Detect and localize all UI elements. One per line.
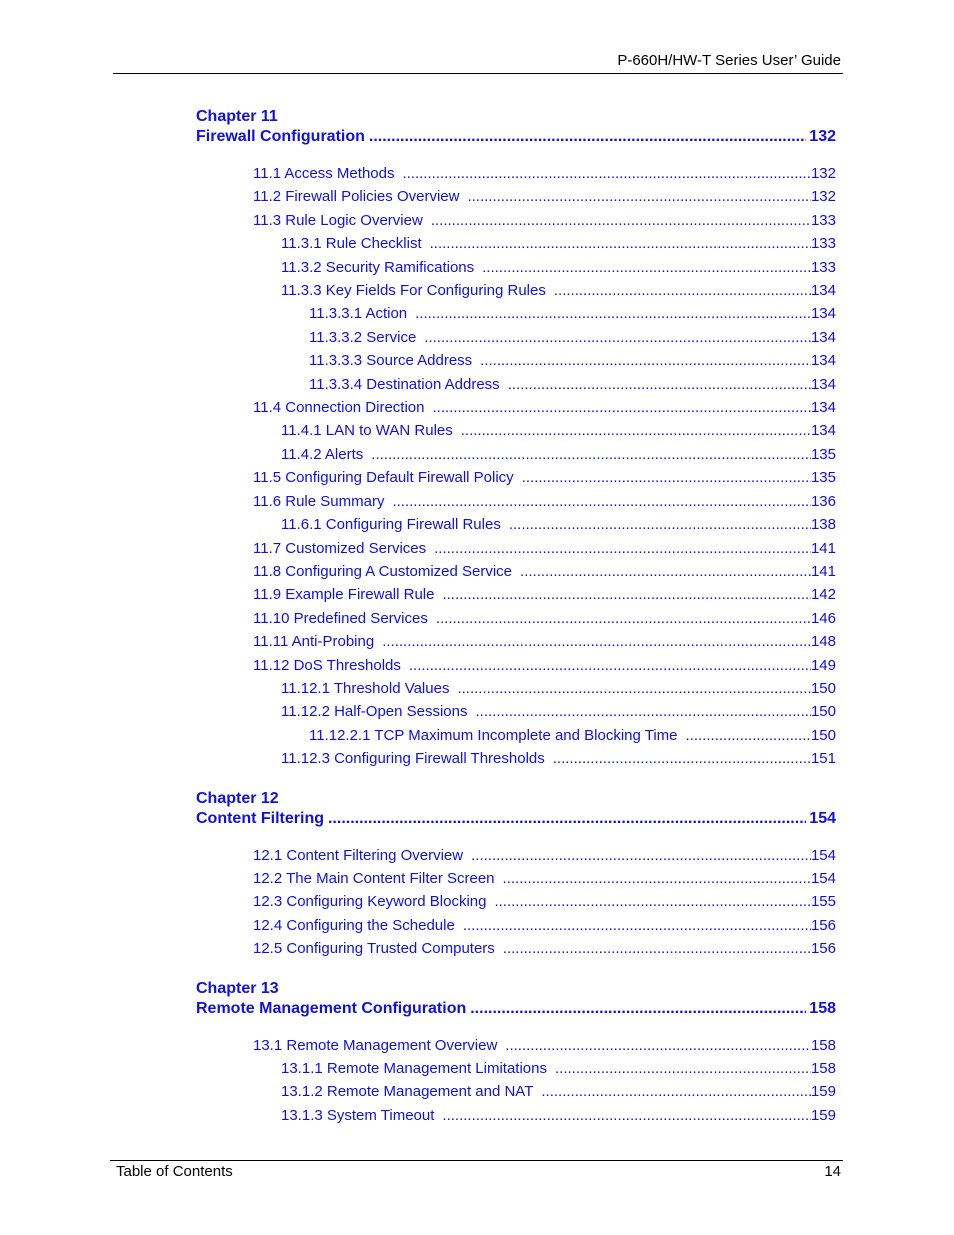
toc-entry-page: 159 [810,1083,836,1101]
toc-entry-title: 11.3.3.2 Service [309,328,417,346]
toc-entry-title: 12.4 Configuring the Schedule [253,916,455,934]
toc-entry-title: 11.4.2 Alerts [281,445,364,463]
toc-entry[interactable] [309,302,836,325]
toc-entry[interactable] [281,700,836,723]
toc-entry[interactable] [253,209,836,232]
toc-entry-title: 11.4 Connection Direction [253,399,425,417]
toc-entry-title: 11.1 Access Methods [253,165,395,182]
toc-entry[interactable] [281,747,836,770]
toc-entry-page: 154 [810,869,836,887]
toc-entry[interactable] [253,630,836,653]
toc-entry-title: 12.2 The Main Content Filter Screen [253,869,495,887]
toc-entry-page: 155 [810,893,836,911]
chapter-title-link[interactable] [196,808,836,829]
toc-entry[interactable] [309,349,836,372]
toc-entry-title: 11.2 Firewall Policies Overview [253,188,460,206]
toc-entry[interactable] [253,490,836,513]
dot-leader [382,630,811,653]
toc-entry-page: 135 [810,445,836,463]
toc-entry-page: 146 [810,609,836,627]
toc-entry-page: 135 [810,469,836,487]
toc-entry[interactable] [253,607,836,630]
dot-leader [457,677,811,700]
toc-entry-page: 156 [810,940,836,958]
chapter-label[interactable]: Chapter 12 [196,789,279,807]
dot-leader [328,808,806,829]
toc-entry-page: 150 [810,726,836,744]
dot-leader [508,373,811,396]
toc-entry-title: 12.1 Content Filtering Overview [253,846,464,864]
toc-entry[interactable] [309,724,836,747]
toc-entry[interactable] [253,466,836,489]
toc-entry-page: 133 [810,235,836,253]
dot-leader [509,513,811,536]
dot-leader [442,583,811,606]
toc-entry[interactable] [281,256,836,279]
toc-entry-title: 11.12.3 Configuring Firewall Thresholds [281,750,545,768]
toc-entry-page: 134 [810,328,836,346]
toc-entry[interactable] [253,396,836,419]
toc-entry-page: 134 [810,305,836,323]
toc-entry-page: 149 [810,656,836,674]
toc-entry-page: 138 [810,516,836,534]
toc-entry-page: 142 [810,586,836,604]
dot-leader [431,209,811,232]
toc-entry[interactable] [253,654,836,677]
toc-entry-page: 141 [810,539,836,557]
dot-leader [461,419,811,442]
toc-entry-page: 133 [810,211,836,229]
dot-leader [371,443,811,466]
toc-entry[interactable] [253,185,836,208]
chapter-title: Remote Management Configuration [196,999,467,1017]
toc-entry[interactable] [253,844,836,867]
toc-entry[interactable] [253,937,836,960]
toc-entry-page: 134 [810,352,836,370]
toc-entry-page: 150 [810,679,836,697]
toc-entry-title: 11.7 Customized Services [253,539,427,557]
toc-entry-title: 11.5 Configuring Default Firewall Policy [253,469,514,487]
dot-leader [463,914,811,937]
toc-entry-title: 11.12.2.1 TCP Maximum Incomplete and Blocking Time [309,726,678,744]
chapter-title-link[interactable] [196,126,836,147]
dot-leader [470,998,806,1019]
toc-entry-page: 150 [810,703,836,721]
toc-entry-title: 11.3.3.4 Destination Address [309,375,500,393]
toc-entry[interactable] [309,373,836,396]
toc-entry[interactable] [253,537,836,560]
chapter-title: Firewall Configuration [196,128,365,145]
toc-entry-title: 12.5 Configuring Trusted Computers [253,940,495,958]
chapter-page-number: 158 [809,999,836,1017]
dot-leader [415,302,811,325]
toc-entry-title: 13.1.3 System Timeout [281,1106,435,1124]
dot-leader [554,279,811,302]
toc-entry-title: 11.3 Rule Logic Overview [253,211,423,229]
toc-entry-title: 11.10 Predefined Services [253,609,428,627]
footer-section: Table of Contents [116,1163,233,1180]
document-title: P-660H/HW-T Series User’ Guide [617,52,841,69]
toc-entry[interactable] [281,513,836,536]
dot-leader [433,396,811,419]
chapter-block [196,789,836,961]
dot-leader [480,349,811,372]
chapter-title: Content Filtering [196,809,324,827]
toc-entry-title: 13.1.2 Remote Management and NAT [281,1083,534,1101]
toc-entry-title: 11.12.2 Half-Open Sessions [281,703,468,721]
toc-entry-page: 132 [810,188,836,206]
dot-leader [503,867,811,890]
toc-entry[interactable] [253,583,836,606]
toc-entry-title: 11.11 Anti-Probing [253,633,375,651]
toc-entry[interactable] [281,232,836,255]
toc-entry[interactable] [281,1057,836,1080]
dot-leader [476,700,811,723]
toc-entry[interactable] [253,914,836,937]
dot-leader [494,890,811,913]
toc-entry-page: 136 [810,492,836,510]
dot-leader [520,560,811,583]
chapter-label[interactable]: Chapter 11 [196,108,278,125]
chapter-block [196,107,836,771]
toc-entry-page: 158 [810,1060,836,1077]
dot-leader [503,937,811,960]
chapter-title-link[interactable] [196,998,836,1019]
dot-leader [686,724,811,747]
toc-entry-title: 11.3.3.3 Source Address [309,352,473,370]
toc-entry[interactable] [281,1080,836,1103]
toc-entry[interactable] [309,326,836,349]
toc-entry-page: 134 [810,399,836,417]
footer-page-number: 14 [824,1163,841,1180]
toc-entry-title: 13.1.1 Remote Management Limitations [281,1060,547,1077]
toc-entry[interactable] [281,1104,836,1127]
dot-leader [555,1057,811,1080]
toc-entry-title: 11.9 Example Firewall Rule [253,586,435,604]
toc-entry-page: 156 [810,916,836,934]
dot-leader [553,747,811,770]
dot-leader [392,490,811,513]
toc-entry-title: 12.3 Configuring Keyword Blocking [253,893,487,911]
toc-entry-page: 134 [810,375,836,393]
toc-entry-page: 158 [810,1036,836,1054]
toc-entry[interactable] [281,677,836,700]
toc-entry-page: 141 [810,562,836,580]
toc-entry-title: 11.3.1 Rule Checklist [281,235,422,253]
toc-entry[interactable] [253,162,836,185]
toc-entry-title: 11.3.2 Security Ramifications [281,258,475,276]
dot-leader [424,326,811,349]
chapter-page-number: 154 [809,809,836,827]
toc-entry-title: 13.1 Remote Management Overview [253,1036,498,1054]
toc-entry[interactable] [281,419,836,442]
dot-leader [436,607,811,630]
dot-leader [471,844,811,867]
toc-entry[interactable] [253,867,836,890]
toc-entry[interactable] [253,890,836,913]
toc-entry[interactable] [253,1034,836,1057]
chapter-block [196,979,836,1128]
toc-entry-page: 133 [810,258,836,276]
dot-leader [541,1080,811,1103]
toc-entry-title: 11.8 Configuring A Customized Service [253,562,513,580]
toc-entry-page: 154 [810,846,836,864]
dot-leader [430,232,811,255]
toc-entry[interactable] [281,443,836,466]
dot-leader [482,256,811,279]
toc-entry-page: 134 [810,422,836,440]
toc-entry-title: 11.12.1 Threshold Values [281,679,450,697]
toc-entry[interactable] [253,560,836,583]
toc-entry-page: 132 [810,165,836,182]
toc-entry-title: 11.12 DoS Thresholds [253,656,401,674]
dot-leader [434,537,811,560]
dot-leader [409,654,811,677]
chapter-page-number: 132 [809,128,836,145]
dot-leader [442,1104,811,1127]
toc-entry-title: 11.4.1 LAN to WAN Rules [281,422,453,440]
toc-entry[interactable] [281,279,836,302]
dot-leader [402,162,811,185]
toc-entry-title: 11.6 Rule Summary [253,492,385,510]
toc-entry-page: 159 [810,1106,836,1124]
toc-entry-page: 148 [810,633,836,651]
toc-entry-page: 134 [810,282,836,300]
page-footer [110,1160,843,1185]
page-header [113,50,843,74]
toc-entry-title: 11.3.3 Key Fields For Configuring Rules [281,282,546,300]
dot-leader [505,1034,811,1057]
chapter-label[interactable]: Chapter 13 [196,979,279,997]
dot-leader [467,185,811,208]
table-of-contents [196,107,836,1145]
toc-entry-title: 11.6.1 Configuring Firewall Rules [281,516,501,534]
dot-leader [369,126,806,147]
toc-entry-page: 151 [810,750,836,768]
toc-entry-title: 11.3.3.1 Action [309,305,408,323]
dot-leader [522,466,811,489]
